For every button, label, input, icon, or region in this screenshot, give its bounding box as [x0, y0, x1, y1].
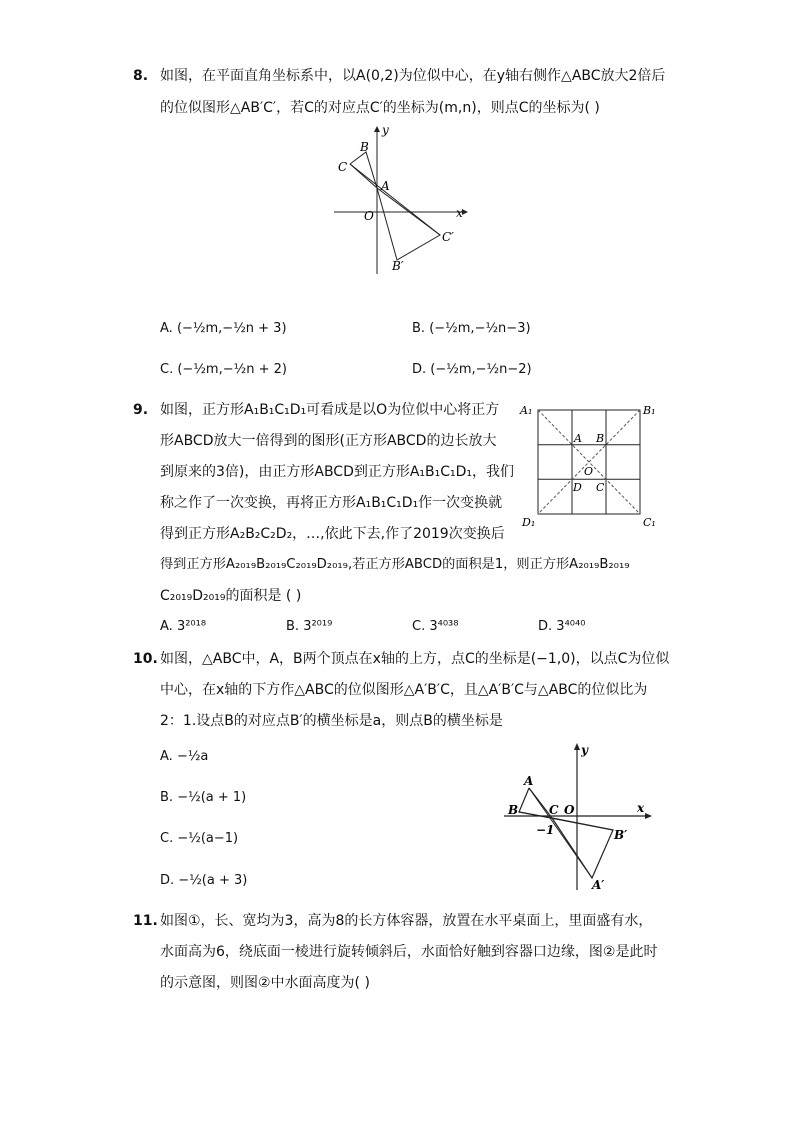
q9-option-a[interactable] — [160, 619, 206, 634]
q10-option-a-key: A. — [160, 749, 173, 764]
q10-label-y: y — [581, 743, 588, 757]
q10-label-b-prime: B′ — [614, 828, 628, 842]
q9-option-b-key: B. — [286, 619, 300, 634]
q8-option-a-text: (−½m,−½n + 3) — [176, 321, 287, 336]
q10-option-a[interactable] — [160, 749, 208, 764]
question-10-number: 10. — [133, 651, 158, 667]
question-10-line-1: 如图，△ABC中，A，B两个顶点在x轴的上方，点C的坐标是(−1,0)，以点C为位似 — [160, 651, 670, 667]
question-9-line-1: 如图，正方形A₁B₁C₁D₁可看成是以O为位似中心将正方 — [160, 402, 500, 418]
q9-label-a1: A₁ — [520, 404, 533, 417]
q9-label-c: C — [596, 481, 605, 494]
q10-option-c-text: −½(a−1) — [177, 831, 239, 846]
q10-option-a-text: −½a — [176, 749, 209, 764]
q10-option-d-text: −½(a + 3) — [178, 873, 248, 888]
q8-label-a: A — [381, 179, 390, 193]
q8-label-c: C — [338, 160, 348, 174]
question-9-line-6: 得到正方形A₂₀₁₉B₂₀₁₉C₂₀₁₉D₂₀₁₉,若正方形ABCD的面积是1，则正方形A₂₀₁₉B₂₀₁₉ — [160, 557, 630, 572]
question-11-number: 11. — [133, 913, 158, 929]
q8-option-d-key: D. — [412, 362, 427, 377]
q8-option-c[interactable] — [160, 362, 287, 377]
q10-label-o: O — [564, 803, 575, 817]
question-8-line-2: 的位似图形△AB′C′，若C的对应点C′的坐标为(m,n)，则点C的坐标为( ) — [160, 100, 600, 116]
q9-option-d-text: 3⁴⁰⁴⁰ — [556, 619, 586, 634]
q8-label-o: O — [364, 209, 374, 223]
q8-option-b-text: (−½m,−½n−3) — [429, 321, 531, 336]
q10-option-c[interactable] — [160, 831, 238, 846]
question-10-line-2: 中心，在x轴的下方作△ABC的位似图形△A′B′C，且△A′B′C与△ABC的位似比为 — [160, 682, 648, 698]
q10-option-c-key: C. — [160, 831, 174, 846]
q8-option-a-key: A. — [160, 321, 173, 336]
q9-label-a: A — [574, 432, 582, 445]
q9-option-d-key: D. — [538, 619, 553, 634]
q9-option-d[interactable] — [538, 619, 585, 634]
q9-option-b[interactable] — [286, 619, 332, 634]
q10-label-x: x — [637, 801, 645, 815]
q8-label-c-prime: C′ — [442, 230, 454, 244]
question-11-line-1: 如图①，长、宽均为3，高为8的长方体容器，放置在水平桌面上，里面盛有水， — [160, 913, 653, 929]
q8-option-d-text: (−½m,−½n−2) — [430, 362, 532, 377]
question-11-line-3: 的示意图，则图②中水面高度为( ) — [160, 975, 370, 991]
q9-option-b-text: 3²⁰¹⁹ — [303, 619, 333, 634]
q10-label-a: A — [524, 774, 534, 788]
q9-option-a-key: A. — [160, 619, 173, 634]
q8-label-x: x — [456, 206, 463, 220]
question-9-line-2: 形ABCD放大一倍得到的图形(正方形ABCD的边长放大 — [160, 433, 497, 449]
q10-label-b: B — [508, 803, 519, 817]
q10-label-minus-one: −1 — [536, 823, 555, 837]
q9-label-b: B — [596, 432, 605, 445]
question-9-figure — [518, 398, 660, 530]
question-10-figure — [500, 740, 660, 895]
q8-option-c-key: C. — [160, 362, 174, 377]
q9-label-b1: B₁ — [643, 404, 656, 417]
question-9-number: 9. — [133, 402, 149, 418]
q9-option-c-key: C. — [412, 619, 426, 634]
q8-option-b-key: B. — [412, 321, 426, 336]
q10-option-d[interactable] — [160, 873, 247, 888]
q9-option-a-text: 3²⁰¹⁸ — [176, 619, 207, 634]
q10-label-c: C — [549, 803, 559, 817]
q9-label-o: O — [584, 465, 594, 478]
q9-label-d1: D₁ — [522, 516, 536, 529]
q10-option-b[interactable] — [160, 790, 246, 805]
question-8-number: 8. — [133, 68, 149, 84]
question-9-line-5: 得到正方形A₂B₂C₂D₂，…,依此下去,作了2019次变换后 — [160, 526, 505, 542]
q8-option-b[interactable] — [412, 321, 531, 336]
q8-option-c-text: (−½m,−½n + 2) — [177, 362, 287, 377]
question-9-line-7: C₂₀₁₉D₂₀₁₉的面积是 ( ) — [160, 588, 302, 604]
question-8-line-1: 如图，在平面直角坐标系中，以A(0,2)为位似中心，在y轴右侧作△ABC放大2倍后 — [160, 68, 666, 84]
question-10-line-3: 2：1.设点B的对应点B′的横坐标是a，则点B的横坐标是 — [160, 713, 503, 729]
q10-option-b-key: B. — [160, 790, 174, 805]
question-11-line-2: 水面高为6，绕底面一棱进行旋转倾斜后，水面恰好触到容器口边缘，图②是此时 — [160, 944, 658, 960]
q9-option-c[interactable] — [412, 619, 458, 634]
q10-option-b-text: −½(a + 1) — [177, 790, 247, 805]
question-8-figure — [330, 120, 475, 280]
q10-option-d-key: D. — [160, 873, 175, 888]
q8-option-a[interactable] — [160, 321, 287, 336]
q10-label-a-prime: A′ — [592, 878, 605, 892]
q9-label-d: D — [573, 481, 582, 494]
q9-option-c-text: 3⁴⁰³⁸ — [429, 619, 459, 634]
q8-label-b-prime: B′ — [392, 259, 404, 273]
question-9-line-4: 称之作了一次变换，再将正方形A₁B₁C₁D₁作一次变换就 — [160, 495, 503, 511]
q8-label-b: B — [360, 140, 369, 154]
q9-label-c1: C₁ — [643, 516, 656, 529]
question-9-line-3: 到原来的3倍)，由正方形ABCD到正方形A₁B₁C₁D₁，我们 — [160, 464, 515, 480]
q8-label-y: y — [382, 123, 389, 137]
q8-option-d[interactable] — [412, 362, 532, 377]
